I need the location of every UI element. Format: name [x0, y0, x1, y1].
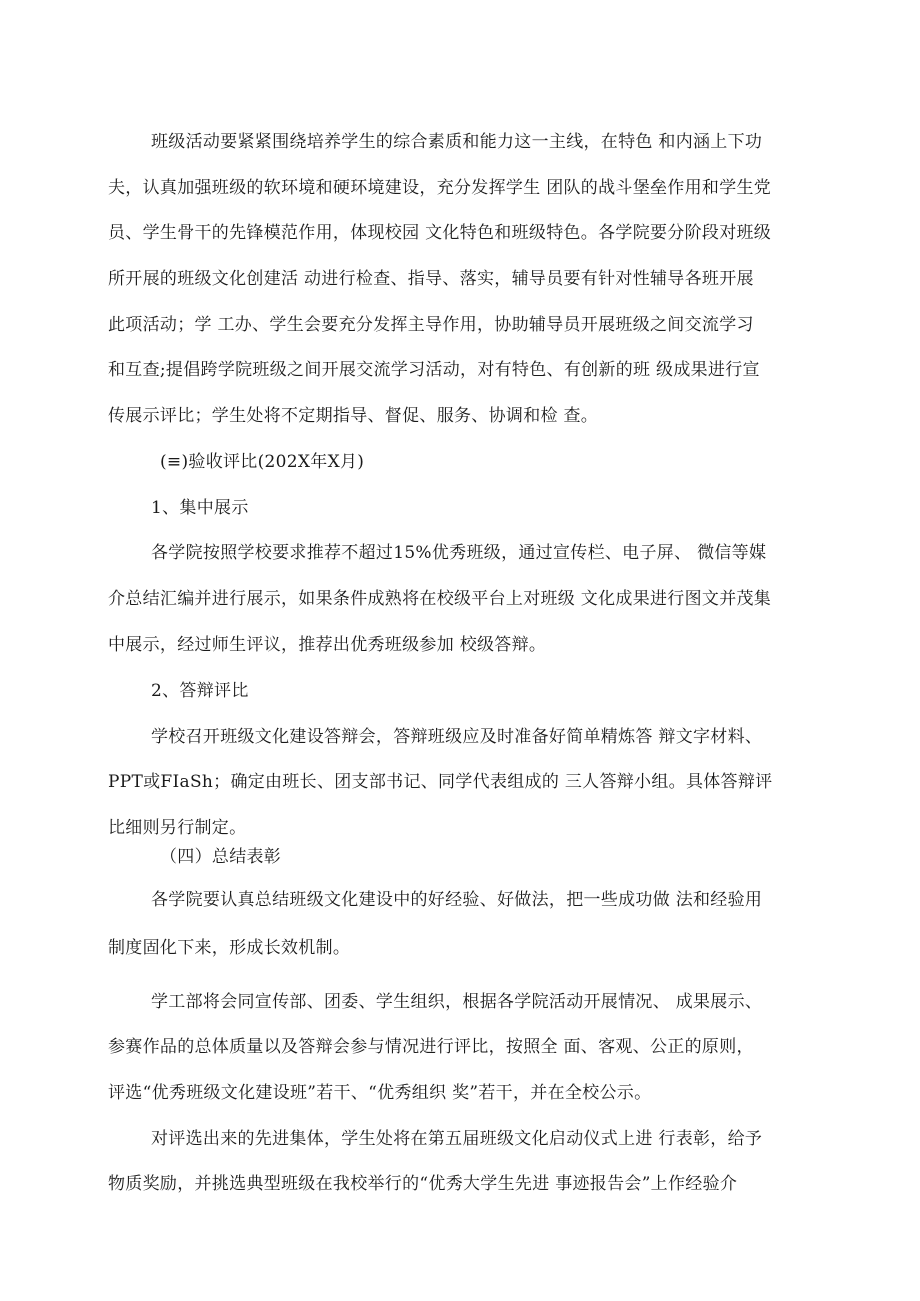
text-line: 学工部将会同宣传部、团委、学生组织，根据各学院活动开展情况、 成果展示、 [151, 992, 763, 1012]
text-line: 评选“优秀班级文化建设班”若干、“优秀组织 奖”若干，并在全校公示。 [108, 1083, 652, 1103]
section-heading: （四）总结表彰 [160, 847, 282, 867]
text-line: 比细则另行制定。 [108, 818, 247, 838]
text-line: 参赛作品的总体质量以及答辩会参与情况进行评比，按照全 面、客观、公正的原则， [108, 1037, 754, 1057]
text-line: 对评选出来的先进集体，学生处将在第五届班级文化启动仪式上进 行表彰，给予 [151, 1129, 763, 1149]
text-line: 学校召开班级文化建设答辩会，答辩班级应及时准备好简单精炼答 辩文字材料、 [151, 727, 763, 747]
text-line: 此项活动；学 工办、学生会要充分发挥主导作用，协助辅导员开展班级之间交流学习 [108, 315, 754, 335]
section-heading: (≡)验收评比(202X年X月) [160, 452, 365, 472]
text-line: 传展示评比；学生处将不定期指导、督促、服务、协调和检 查。 [108, 406, 599, 426]
text-line: 各学院要认真总结班级文化建设中的好经验、好做法，把一些成功做 法和经验用 [151, 890, 763, 910]
text-line: 和互查;提倡跨学院班级之间开展交流学习活动，对有特色、有创新的班 级成果进行宣 [108, 360, 760, 380]
text-line: PPT或FIaSh；确定由班长、团支部书记、同学代表组成的 三人答辩小组。具体答辩评 [108, 772, 773, 792]
text-line: 制度固化下来，形成长效机制。 [108, 938, 351, 958]
text-line: 介总结汇编并进行展示，如果条件成熟将在校级平台上对班级 文化成果进行图文并茂集 [108, 589, 772, 609]
text-line: 所开展的班级文化创建活 动进行检查、指导、落实，辅导员要有针对性辅导各班开展 [108, 269, 754, 289]
text-line: 各学院按照学校要求推荐不超过15%优秀班级，通过宣传栏、电子屏、 微信等媒 [151, 543, 767, 563]
subsection-heading: 1、集中展示 [151, 498, 249, 518]
text-line: 中展示，经过师生评议，推荐出优秀班级参加 校级答辩。 [108, 635, 547, 655]
text-line: 班级活动要紧紧围绕培养学生的综合素质和能力这一主线，在特色 和内涵上下功 [151, 132, 763, 152]
text-line: 物质奖励，并挑选典型班级在我校举行的“优秀大学生先进 事迹报告会”上作经验介 [108, 1174, 738, 1194]
text-line: 员、学生骨干的先锋模范作用，体现校园 文化特色和班级特色。各学院要分阶段对班级 [108, 223, 772, 243]
text-line: 夫，认真加强班级的软环境和硬环境建设，充分发挥学生 团队的战斗堡垒作用和学生党 [108, 178, 772, 198]
subsection-heading: 2、答辩评比 [151, 681, 249, 701]
